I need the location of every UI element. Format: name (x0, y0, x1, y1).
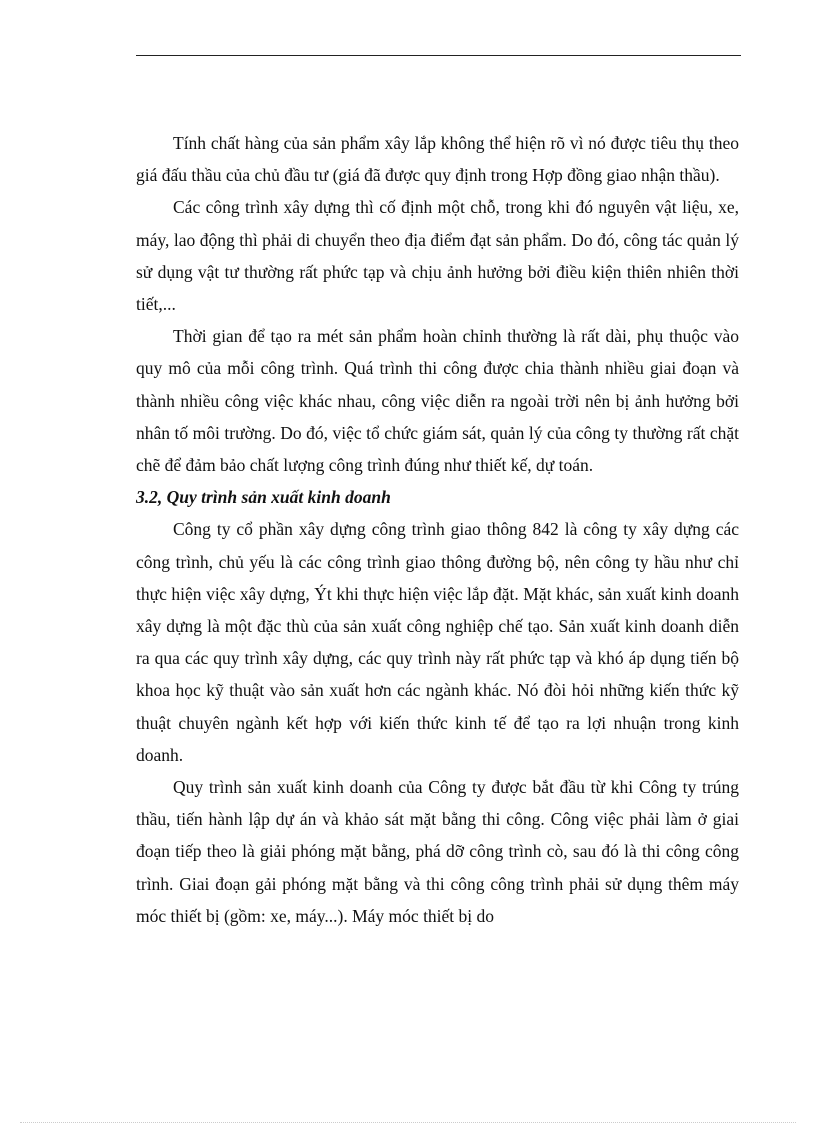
paragraph: Các công trình xây dựng thì cố định một chỗ, trong khi đó nguyên vật liệu, xe, máy, lao động thì phải di chuyển theo địa điểm đạt sản phẩm. Do đó, công tác quản lý sử dụng vật tư thường rất phức tạp và chịu ảnh hưởng bởi điều kiện thiên nhiên thời tiết,... (136, 197, 739, 315)
header-rule (136, 55, 741, 56)
section-heading: 3.2, Quy trình sản xuất kinh doanh (136, 487, 391, 508)
paragraph: Công ty cổ phần xây dựng công trình giao thông 842 là công ty xây dựng các công trình, chủ yếu là các công trình giao thông đường bộ, nên công ty hầu như chỉ thực hiện việc xây dựng, Ýt khi thực hiện việc lắp đặt. Mặt khác, sản xuất kinh doanh xây dựng là một đặc thù của sản xuất công nghiệp chế tạo. Sản xuất kinh doanh diễn ra qua các quy trình xây dựng, các quy trình này rất phức tạp và khó áp dụng tiến bộ khoa học kỹ thuật vào sản xuất hơn các ngành khác. Nó đòi hỏi những kiến thức kỹ thuật chuyên ngành kết hợp với kiến thức kinh tế để tạo ra lợi nhuận trong kinh doanh. (136, 519, 739, 765)
document-body (136, 127, 739, 932)
paragraph: Quy trình sản xuất kinh doanh của Công ty được bắt đầu từ khi Công ty trúng thầu, tiến hành lập dự án và khảo sát mặt bằng thi công. Công việc phải làm ở giai đoạn tiếp theo là giải phóng mặt bằng, phá dỡ công trình cò, sau đó là thi công công trình. Giai đoạn gải phóng mặt bằng và thi công công trình phải sử dụng thêm máy móc thiết bị (gồm: xe, máy...). Máy móc thiết bị do (136, 777, 739, 926)
paragraph: Tính chất hàng của sản phẩm xây lắp không thể hiện rõ vì nó được tiêu thụ theo giá đấu thầu của chủ đầu tư (giá đã được quy định trong Hợp đồng giao nhận thầu). (136, 133, 739, 186)
paragraph: Thời gian để tạo ra mét sản phẩm hoàn chỉnh thường là rất dài, phụ thuộc vào quy mô của mỗi công trình. Quá trình thi công được chia thành nhiều giai đoạn và thành nhiều công việc khác nhau, công việc diễn ra ngoài trời nên bị ảnh hưởng bởi nhân tố môi trường. Do đó, việc tổ chức giám sát, quản lý của công ty thường rất chặt chẽ để đảm bảo chất lượng công trình đúng như thiết kế, dự toán. (136, 326, 739, 476)
